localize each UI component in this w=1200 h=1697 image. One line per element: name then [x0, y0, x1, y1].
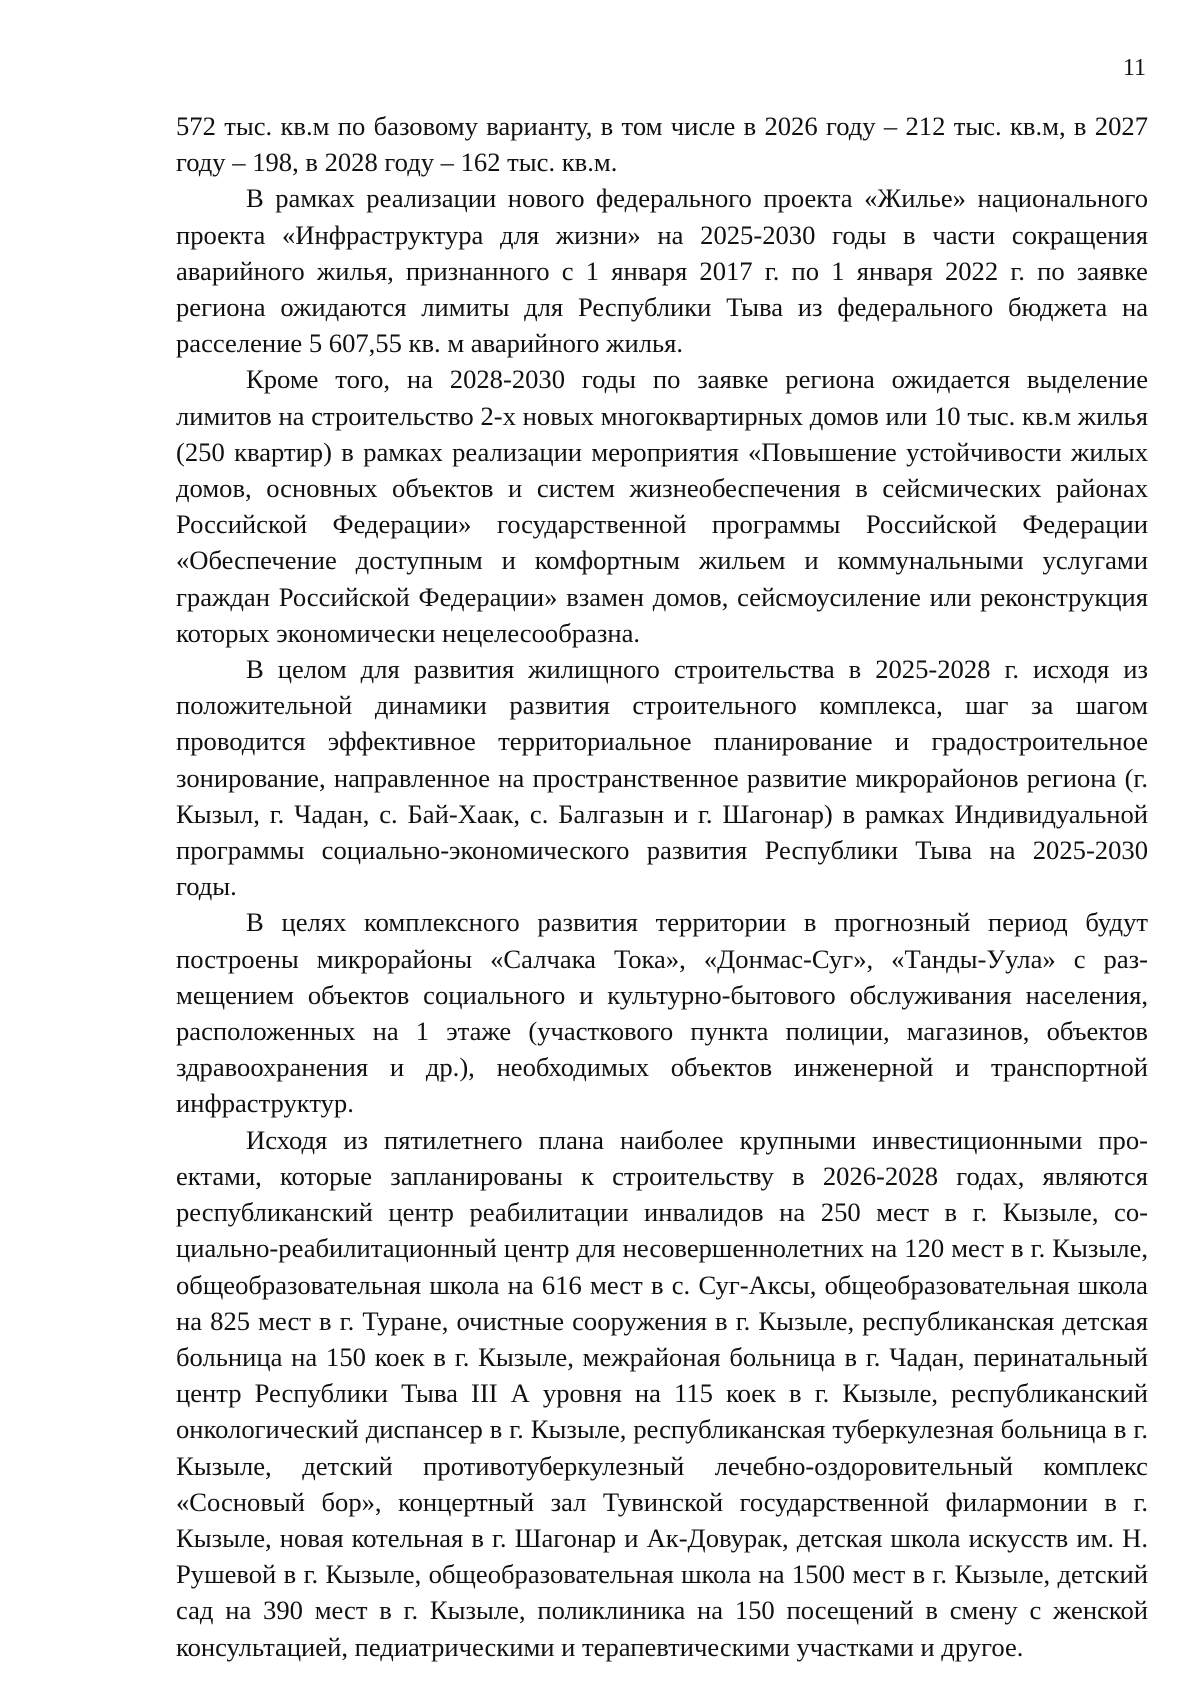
body-text: [176, 108, 1148, 1665]
paragraph-microdistricts: В целях комплексного развития территории в прогнозный период будут построены микрорайоны «Салчака Тока», «Донмас-Суг», «Танды-Уула» с размещением объектов социального и культурно-бытового обслуживания населения, расположенных на 1 этаже (участкового пункта полиции, магазинов, объектов здравоохранения и др.), необходимых объектов инженерной и транспортной инфраструктур.: [176, 907, 1148, 1119]
page-number: 11: [1122, 55, 1146, 81]
paragraph-seismic-housing: Кроме того, на 2028-2030 годы по заявке региона ожидается выделение лимитов на строительство 2-х новых многоквартирных домов или 10 тыс. кв.м жилья (250 квартир) в рамках реализации мероприятия «Повышение устойчивости жилых домов, основных объектов и систем жизнеобеспечения в сейсмических районах Российской Федерации» государственной программы Российской Федерации «Обеспечение доступным и комфортным жильем и коммунальными услугами граждан Российской Федерации» взамен домов, сейсмоусиление или реконструкция которых экономически нецелесообразна.: [176, 364, 1148, 648]
paragraph-territorial-planning: В целом для развития жилищного строительства в 2025-2028 г. исходя из положительной динамики развития строительного комплекса, шаг за шагом проводится эффективное территориальное планирование и градостроительное зонирование, направленное на пространственное развитие микрорайонов региона (г. Кызыл, г. Чадан, с. Бай-Хаак, с. Балгазын и г. Шагонар) в рамках Индивидуальной программы социально-экономического развития Республики Тыва на 2025-2030 годы.: [176, 654, 1148, 902]
paragraph-continuation: 572 тыс. кв.м по базовому варианту, в том числе в 2026 году – 212 тыс. кв.м, в 2027 году – 198, в 2028 году – 162 тыс. кв.м.: [176, 111, 1148, 178]
paragraph-zhilye-project: В рамках реализации нового федерального проекта «Жилье» национального проекта «Инфраструктура для жизни» на 2025-2030 годы в части сокращения аварийного жилья, признанного с 1 января 2017 г. по 1 января 2022 г. по заявке региона ожидаются лимиты для Республики Тыва из федерального бюджета на расселение 5 607,55 кв. м аварийного жилья.: [176, 183, 1148, 359]
paragraph-investment-projects: Исходя из пятилетнего плана наиболее крупными инвестиционными проектами, которые запланированы к строительству в 2026-2028 годах, являются республиканский центр реабилитации инвалидов на 250 мест в г. Кызыле, социально-реабилитационный центр для несовершеннолетних на 120 мест в г. Кызыле, общеобразовательная школа на 616 мест в с. Суг-Аксы, общеобразовательная школа на 825 мест в г. Туране, очистные сооружения в г. Кызыле, республиканская детская больница на 150 коек в г. Кызыле, межрайоная больница в г. Чадан, перинатальный центр Республики Тыва III А уровня на 115 коек в г. Кызыле, республиканский онкологический диспансер в г. Кызыле, республиканская туберкулезная больница в г. Кызыле, детский противотуберкулезный лечебно-оздоровительный комплекс «Сосновый бор», концертный зал Тувинской государственной филармонии в г. Кызыле, новая котельная в г. Шагонар и Ак-Довурак, детская школа искусств им. Н. Рушевой в г. Кызыле, общеобразовательная школа на 1500 мест в г. Кызыле, детский сад на 390 мест в г. Кызыле, поликлиника на 150 посещений в смену с женской консультацией, педиатрическими и терапевтическими участками и другое.: [176, 1124, 1148, 1662]
